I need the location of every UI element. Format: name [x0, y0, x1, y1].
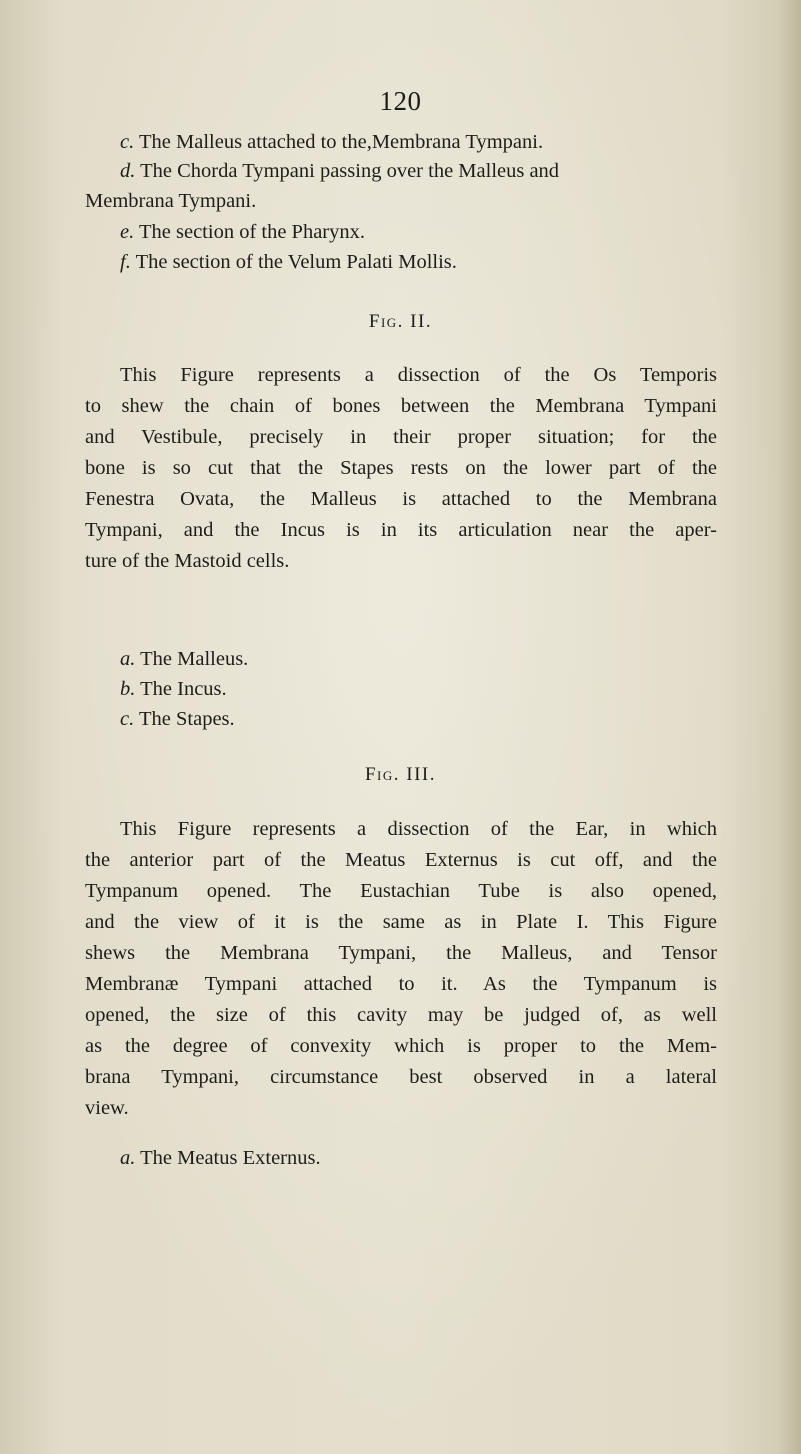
fig2-item-c: [120, 709, 235, 730]
paragraph-line: bone is so cut that the Stapes rests on the lower part of the: [85, 457, 717, 479]
page-edge-shadow: [777, 0, 801, 1454]
paragraph-line: This Figure represents a dissection of the Ear, in which: [120, 818, 717, 840]
paragraph-line: Fenestra Ovata, the Malleus is attached to the Membrana: [85, 488, 717, 510]
paragraph-line: Membranæ Tympani attached to it. As the Tympanum is: [85, 973, 717, 995]
paragraph-line: ture of the Mastoid cells.: [85, 550, 290, 572]
fig3-item-a: [120, 1148, 321, 1169]
paragraph-line: and Vestibule, precisely in their proper situation; for the: [85, 426, 717, 448]
paragraph-line: brana Tympani, circumstance best observed in a lateral: [85, 1066, 717, 1088]
list-item-text: The Malleus attached to the,Membrana Tympani.: [139, 131, 544, 153]
list-item-text: The Stapes.: [139, 708, 235, 730]
paragraph-line: Tympanum opened. The Eustachian Tube is also opened,: [85, 880, 717, 902]
list-item-d-continuation: [85, 191, 256, 212]
list-item-letter: c.: [120, 708, 135, 730]
paragraph-line: opened, the size of this cavity may be judged of, as well: [85, 1004, 717, 1026]
fig2-paragraph: [85, 360, 717, 577]
list-item-c: [120, 132, 543, 153]
list-item-letter: a.: [120, 648, 136, 670]
list-item-e: [120, 222, 365, 243]
paragraph-line: and the view of it is the same as in Plate I. This Figure: [85, 911, 717, 933]
fig3-paragraph: [85, 814, 717, 1124]
list-item-letter: c.: [120, 131, 135, 153]
fig2-heading: Fig. II.: [368, 311, 433, 332]
list-item-text: The section of the Pharynx.: [139, 221, 366, 243]
paragraph-line: the anterior part of the Meatus Externus is cut off, and the: [85, 849, 717, 871]
list-item-text: The Meatus Externus.: [140, 1147, 321, 1169]
paragraph-line: Tympani, and the Incus is in its articulation near the aper-: [85, 519, 717, 541]
list-item-text: The Chorda Tympani passing over the Malleus and: [140, 160, 560, 182]
list-item-text: The Malleus.: [140, 648, 249, 670]
page-number: 120: [379, 86, 422, 116]
list-item-text: The section of the Velum Palati Mollis.: [135, 251, 457, 273]
fig3-heading: Fig. III.: [364, 764, 436, 785]
list-item-letter: f.: [120, 251, 131, 273]
list-item-text: The Incus.: [140, 678, 227, 700]
paragraph-line: to shew the chain of bones between the Membrana Tympani: [85, 395, 717, 417]
list-item-d: [120, 161, 559, 182]
paragraph-line: shews the Membrana Tympani, the Malleus, and Tensor: [85, 942, 717, 964]
fig2-item-a: [120, 649, 248, 670]
list-item-text: Membrana Tympani.: [85, 190, 257, 212]
list-item-letter: e.: [120, 221, 135, 243]
paragraph-line: view.: [85, 1097, 129, 1119]
list-item-letter: d.: [120, 160, 136, 182]
paragraph-line: as the degree of convexity which is proper to the Mem-: [85, 1035, 717, 1057]
paragraph-line: This Figure represents a dissection of the Os Temporis: [120, 364, 717, 386]
list-item-f: [120, 252, 457, 273]
fig2-item-b: [120, 679, 227, 700]
list-item-letter: b.: [120, 678, 136, 700]
list-item-letter: a.: [120, 1147, 136, 1169]
